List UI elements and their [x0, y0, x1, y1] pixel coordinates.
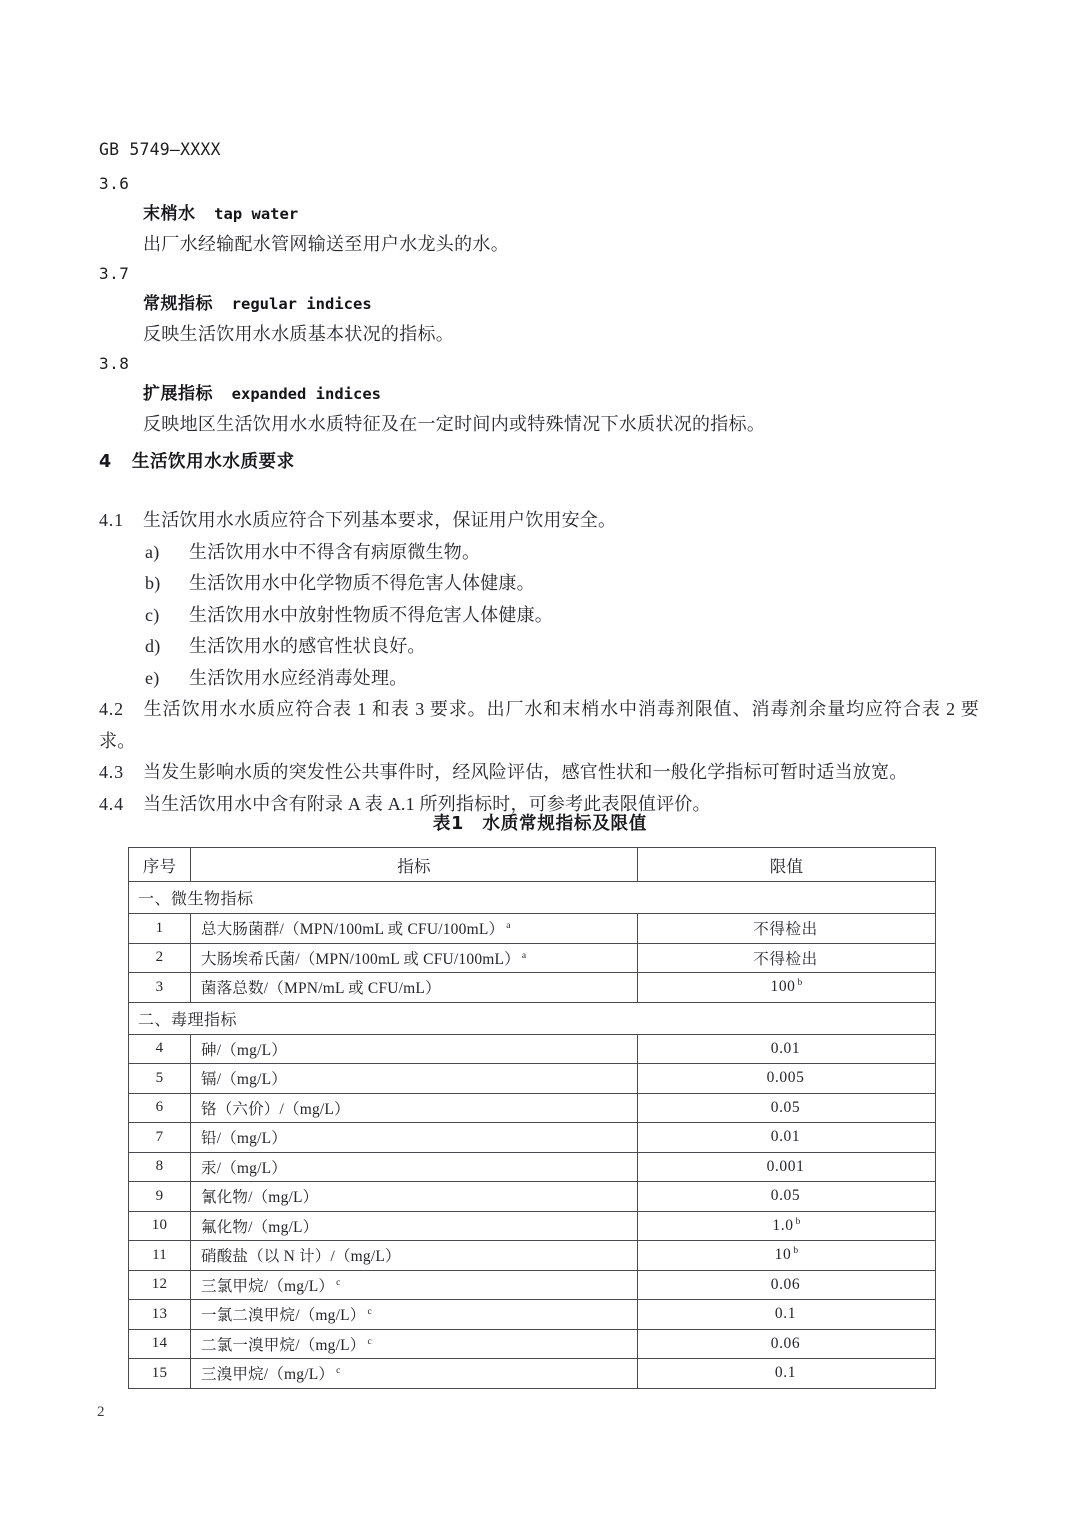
list-item-marker: e) [145, 667, 160, 688]
indicator-text: 铅/（mg/L） [201, 1130, 287, 1148]
definition-term-en: expanded indices [231, 385, 381, 403]
definition-term-zh: 扩展指标 [143, 384, 213, 404]
limit-value: 0.06 [770, 1334, 801, 1352]
list-item-text: 生活饮用水的感官性状良好。 [189, 636, 426, 656]
limit-value: 不得检出 [753, 950, 818, 968]
definition-entry-3-6 [99, 170, 979, 260]
row-indicator [191, 1211, 638, 1241]
row-limit [638, 1359, 936, 1389]
definition-term-en: regular indices [231, 295, 372, 313]
definition-number: 3.8 [99, 354, 130, 373]
row-limit [638, 1093, 936, 1123]
indicator-text: 二氯一溴甲烷/（mg/L） [201, 1336, 366, 1354]
indicator-text: 氰化物/（mg/L） [201, 1189, 319, 1207]
row-indicator [191, 1329, 638, 1359]
table-row [129, 1123, 936, 1153]
limit-value: 0.06 [770, 1275, 801, 1293]
row-indicator [191, 1064, 638, 1094]
table-row [129, 1093, 936, 1123]
indicator-footnote-marker [287, 1042, 289, 1052]
clause-4-4-text: 当生活饮用水中含有附录 A 表 A.1 所列指标时，可参考此表限值评价。 [143, 793, 711, 814]
definition-term-en: tap water [214, 205, 299, 223]
indicator-text: 菌落总数/（MPN/mL 或 CFU/mL） [201, 980, 441, 998]
indicator-text: 汞/（mg/L） [201, 1159, 287, 1177]
indicator-footnote-marker [318, 1219, 320, 1229]
definition-term [143, 378, 979, 409]
clause-4-3-text: 当发生影响水质的突发性公共事件时，经风险评估，感官性状和一般化学指标可暂时适当放宽。 [143, 762, 908, 782]
list-item-marker: b) [145, 573, 161, 593]
row-number: 6 [129, 1093, 191, 1123]
limit-value: 1.0 [772, 1216, 794, 1234]
column-header-no: 序号 [129, 848, 191, 882]
row-limit [638, 1182, 936, 1212]
limit-footnote-marker [818, 921, 820, 931]
clause-4-2-label: 4.2 [99, 699, 124, 719]
limit-value: 100 [770, 978, 796, 996]
standard-number-header: GB 5749—XXXX [99, 140, 221, 159]
row-limit [638, 1123, 936, 1153]
limit-value: 10 [774, 1246, 792, 1264]
row-number: 2 [129, 943, 191, 973]
limit-footnote-marker: b [795, 1216, 801, 1227]
list-item-marker: a) [145, 541, 160, 562]
list-item-text: 生活饮用水中放射性物质不得危害人体健康。 [189, 604, 553, 625]
limit-footnote-marker [800, 1276, 802, 1286]
row-indicator [191, 1123, 638, 1153]
indicator-footnote-marker [287, 1160, 289, 1170]
row-indicator [191, 943, 638, 973]
indicator-text: 大肠埃希氏菌/（MPN/100mL 或 CFU/100mL） [201, 950, 520, 968]
limit-footnote-marker: b [793, 1246, 799, 1257]
limit-value: 不得检出 [753, 921, 818, 939]
row-indicator [191, 1270, 638, 1300]
row-limit [638, 1152, 936, 1182]
clause-4-1-text: 生活饮用水水质应符合下列基本要求，保证用户饮用安全。 [143, 510, 617, 530]
indicator-footnote-marker: a [506, 921, 511, 932]
indicator-footnote-marker [287, 1071, 289, 1081]
definition-entry-3-8 [99, 350, 979, 440]
section-4-title: 生活饮用水水质要求 [131, 452, 295, 472]
limit-value: 0.1 [774, 1364, 797, 1382]
table-1-body [129, 848, 936, 1389]
row-number: 15 [129, 1359, 191, 1389]
row-number: 5 [129, 1064, 191, 1094]
row-indicator [191, 973, 638, 1003]
table-category-row [129, 882, 936, 914]
indicator-footnote-marker [318, 1189, 320, 1199]
limit-value: 0.05 [770, 1187, 801, 1205]
definitions-block [99, 170, 979, 440]
list-item [99, 663, 979, 695]
clause-4-1 [99, 505, 979, 537]
indicator-footnote-marker [441, 980, 443, 990]
indicator-text: 总大肠菌群/（MPN/100mL 或 CFU/100mL） [201, 921, 505, 939]
row-number: 13 [129, 1300, 191, 1330]
table-row [129, 943, 936, 973]
list-item [99, 631, 979, 663]
limit-footnote-marker [800, 1335, 802, 1345]
limit-value: 0.001 [766, 1157, 805, 1175]
list-item [99, 600, 979, 632]
definition-term-zh: 末梢水 [143, 204, 196, 224]
limit-footnote-marker [796, 1305, 798, 1315]
indicator-footnote-marker [350, 1101, 352, 1111]
definition-body: 出厂水经输配水管网输送至用户水龙头的水。 [143, 234, 509, 254]
category-label: 二、毒理指标 [129, 1002, 936, 1034]
row-indicator [191, 1034, 638, 1064]
indicator-footnote-marker: c [367, 1336, 372, 1347]
row-limit [638, 1211, 936, 1241]
row-indicator [191, 1241, 638, 1271]
row-limit [638, 1329, 936, 1359]
limit-footnote-marker [818, 951, 820, 961]
limit-footnote-marker [800, 1128, 802, 1138]
definition-term [143, 288, 979, 319]
limit-value: 0.005 [766, 1069, 805, 1087]
row-limit [638, 1034, 936, 1064]
clause-4-2-text: 生活饮用水水质应符合表 1 和表 3 要求。出厂水和末梢水中消毒剂限值、消毒剂余量均应符合表 2 要求。 [99, 699, 979, 751]
row-number: 10 [129, 1211, 191, 1241]
table-category-row [129, 1002, 936, 1034]
list-item-marker: d) [145, 636, 161, 656]
indicator-text: 三氯甲烷/（mg/L） [201, 1277, 335, 1295]
indicator-footnote-marker [287, 1130, 289, 1140]
section-4-clauses [99, 505, 979, 820]
row-indicator [191, 1182, 638, 1212]
table-row [129, 1359, 936, 1389]
row-indicator [191, 1093, 638, 1123]
table-row [129, 1211, 936, 1241]
limit-value: 0.01 [770, 1039, 801, 1057]
column-header-indicator: 指标 [191, 848, 638, 882]
indicator-footnote-marker: c [367, 1307, 372, 1318]
definition-body: 反映生活饮用水水质基本状况的指标。 [143, 324, 455, 344]
row-number: 8 [129, 1152, 191, 1182]
table-row [129, 914, 936, 944]
row-limit [638, 1064, 936, 1094]
limit-value: 0.01 [770, 1128, 801, 1146]
table-row [129, 1152, 936, 1182]
row-indicator [191, 914, 638, 944]
table-row [129, 1241, 936, 1271]
indicator-text: 镉/（mg/L） [201, 1071, 287, 1089]
row-number: 1 [129, 914, 191, 944]
list-item-text: 生活饮用水应经消毒处理。 [189, 667, 408, 688]
table-header-row [129, 848, 936, 882]
limit-footnote-marker [800, 1187, 802, 1197]
row-indicator [191, 1300, 638, 1330]
clause-4-1-list [99, 537, 979, 695]
table-1-caption: 表1 水质常规指标及限值 [432, 814, 648, 834]
page-number: 2 [97, 1404, 105, 1420]
table-row [129, 1300, 936, 1330]
row-limit [638, 1270, 936, 1300]
limit-footnote-marker [800, 1040, 802, 1050]
list-item [99, 537, 979, 569]
clause-4-3-label: 4.3 [99, 762, 124, 782]
row-number: 9 [129, 1182, 191, 1212]
list-item-text: 生活饮用水中不得含有病原微生物。 [189, 541, 481, 562]
row-indicator [191, 1359, 638, 1389]
indicator-footnote-marker: a [521, 950, 527, 961]
row-limit [638, 973, 936, 1003]
definition-number: 3.6 [99, 174, 130, 193]
definition-term-zh: 常规指标 [143, 294, 213, 314]
indicator-text: 氟化物/（mg/L） [201, 1218, 319, 1236]
row-limit [638, 1300, 936, 1330]
row-number: 12 [129, 1270, 191, 1300]
indicator-footnote-marker: c [336, 1366, 341, 1377]
limit-footnote-marker [804, 1069, 806, 1079]
definition-entry-3-7 [99, 260, 979, 350]
limit-footnote-marker [804, 1158, 806, 1168]
limit-footnote-marker: b [797, 978, 803, 989]
table-row [129, 1064, 936, 1094]
column-header-limit: 限值 [638, 848, 936, 882]
limit-value: 0.1 [774, 1305, 797, 1323]
indicator-footnote-marker [401, 1248, 403, 1258]
row-limit [638, 1241, 936, 1271]
indicator-text: 砷/（mg/L） [201, 1041, 287, 1059]
clause-4-3 [99, 757, 979, 789]
row-limit [638, 914, 936, 944]
limit-footnote-marker [796, 1364, 798, 1374]
row-limit [638, 943, 936, 973]
category-label: 一、微生物指标 [129, 882, 936, 914]
section-4-number: 4 [99, 452, 112, 472]
list-item-marker: c) [145, 604, 160, 625]
table-row [129, 1034, 936, 1064]
list-item-text: 生活饮用水中化学物质不得危害人体健康。 [189, 573, 535, 593]
section-4-heading [99, 448, 295, 473]
indicator-footnote-marker: c [336, 1277, 341, 1288]
clause-4-1-label: 4.1 [99, 510, 124, 530]
row-indicator [191, 1152, 638, 1182]
limit-value: 0.05 [770, 1098, 801, 1116]
definition-term [143, 198, 979, 229]
indicator-text: 一氯二溴甲烷/（mg/L） [201, 1307, 366, 1325]
table-row [129, 1182, 936, 1212]
clause-4-4-label: 4.4 [99, 793, 124, 814]
indicator-text: 三溴甲烷/（mg/L） [201, 1366, 335, 1384]
row-number: 3 [129, 973, 191, 1003]
row-number: 4 [129, 1034, 191, 1064]
table-row [129, 1270, 936, 1300]
indicator-text: 硝酸盐（以 N 计）/（mg/L） [201, 1248, 401, 1266]
row-number: 7 [129, 1123, 191, 1153]
definition-number: 3.7 [99, 264, 130, 283]
clause-4-2 [99, 694, 979, 757]
row-number: 11 [129, 1241, 191, 1271]
definition-body: 反映地区生活饮用水水质特征及在一定时间内或特殊情况下水质状况的指标。 [143, 414, 766, 434]
table-row [129, 973, 936, 1003]
list-item [99, 568, 979, 600]
table-1-water-quality-regular-indices [128, 847, 936, 1389]
limit-footnote-marker [800, 1099, 802, 1109]
indicator-text: 铬（六价）/（mg/L） [201, 1100, 350, 1118]
row-number: 14 [129, 1329, 191, 1359]
table-row [129, 1329, 936, 1359]
